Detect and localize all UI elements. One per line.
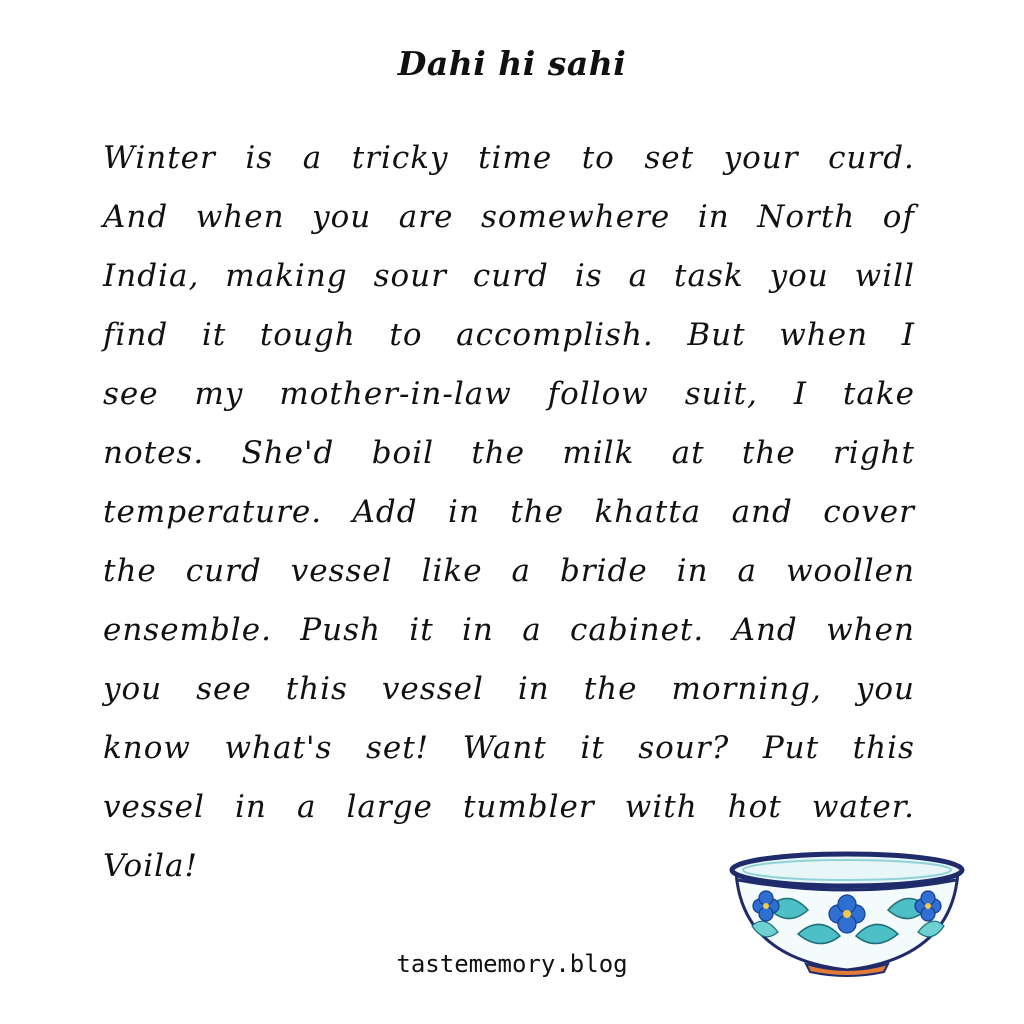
word: it [201,317,227,353]
word: task [674,258,744,294]
text-line [103,660,915,719]
word: curd [185,553,262,589]
text-line [103,247,915,306]
word: is [245,140,274,176]
word: this [285,671,348,707]
word: take [842,376,915,412]
word: when [826,612,915,648]
text-line [103,601,915,660]
word: mother-in-law [279,376,512,412]
word: to [581,140,615,176]
text-line [103,188,915,247]
word: hot [727,789,782,825]
word: your [723,140,799,176]
word: you [103,671,163,707]
word: morning, [671,671,822,707]
word: a [296,789,317,825]
word: temperature. [103,494,323,530]
word: I [793,376,808,412]
word: suit, [684,376,758,412]
word: And [103,199,169,235]
word: when [779,317,869,353]
text-line [103,483,915,542]
word: a [302,140,323,176]
word: a [628,258,649,294]
word: notes. [103,435,205,471]
word: milk [562,435,635,471]
word: Voila! [103,848,198,884]
word: the [471,435,526,471]
word: large [346,789,433,825]
word: you [855,671,915,707]
word: time [478,140,553,176]
text-line [103,719,915,778]
body-paragraph [103,129,915,896]
blog-url: tastememory.blog [396,950,628,978]
word: boil [371,435,435,471]
word: of [882,199,915,235]
word: are [398,199,454,235]
word: Add [352,494,418,530]
word: at [671,435,705,471]
word: And [732,612,798,648]
word: in [697,199,730,235]
word: when [195,199,285,235]
word: sour? [638,730,730,766]
word: Winter [103,140,216,176]
word: set [644,140,695,176]
word: see [103,376,159,412]
word: find [103,317,169,353]
word: cover [823,494,915,530]
word: in [517,671,550,707]
word: this [852,730,915,766]
word: in [676,553,709,589]
word: vessel [103,789,205,825]
word: it [409,612,434,648]
text-line [103,129,915,188]
word: you [312,199,372,235]
word: tricky [351,140,449,176]
word: to [389,317,423,353]
word: like [421,553,483,589]
word: in [235,789,267,825]
word: tumbler [462,789,595,825]
word: somewhere [480,199,671,235]
word: is [574,258,603,294]
word: tough [259,317,356,353]
word: woollen [785,553,915,589]
word: Want [462,730,547,766]
word: my [194,376,244,412]
word: with [624,789,698,825]
word: ensemble. [103,612,272,648]
word: follow [547,376,649,412]
word: water. [811,789,915,825]
word: She'd [241,435,335,471]
word: set! [365,730,430,766]
word: will [854,258,915,294]
word: bride [559,553,648,589]
word: a [511,553,531,589]
text-line [103,306,915,365]
word: know [103,730,191,766]
word: khatta [594,494,702,530]
text-line [103,778,915,837]
word: see [196,671,252,707]
word: the [103,553,157,589]
word: Push [300,612,381,648]
word: sour [373,258,447,294]
word: the [741,435,796,471]
word: and [731,494,793,530]
word: cabinet. [570,612,705,648]
word: But [687,317,746,353]
word: curd [472,258,549,294]
text-line [103,365,915,424]
word: a [522,612,542,648]
word: what's [224,730,333,766]
word: right [832,435,915,471]
word: making [225,258,348,294]
word: curd. [828,140,915,176]
word: the [583,671,638,707]
word: you [769,258,829,294]
word: vessel [381,671,484,707]
word: a [737,553,757,589]
word: in [448,494,480,530]
word: the [510,494,565,530]
word: accomplish. [456,317,654,353]
word: India, [103,258,200,294]
text-line [103,542,915,601]
word: in [461,612,494,648]
page-title: Dahi hi sahi [397,44,627,83]
text-line [103,424,915,483]
word: it [580,730,605,766]
word: vessel [290,553,393,589]
word: North [757,199,856,235]
word: Put [762,730,820,766]
word: I [901,317,915,353]
